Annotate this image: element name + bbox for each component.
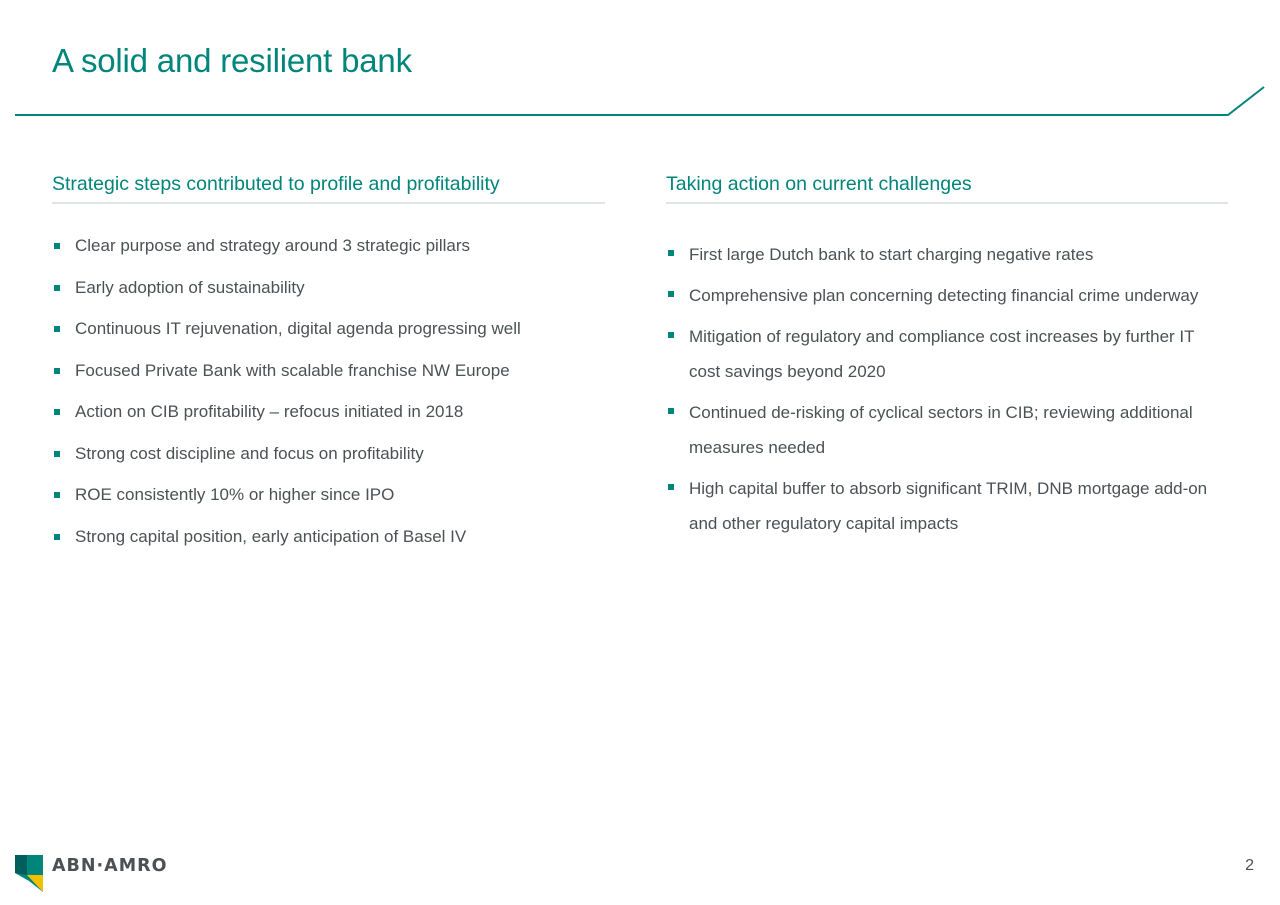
list-item-text: Comprehensive plan concerning detecting financial crime underway <box>689 286 1199 305</box>
list-item <box>666 237 1228 272</box>
right-column-divider <box>666 202 1228 204</box>
list-item <box>666 395 1228 465</box>
list-item <box>666 471 1228 541</box>
left-column-heading: Strategic steps contributed to profile and profitability <box>52 173 500 195</box>
bullet-square-icon <box>668 291 674 297</box>
list-item-text: Clear purpose and strategy around 3 strategic pillars <box>75 236 470 255</box>
bullet-square-icon <box>54 243 60 249</box>
bullet-square-icon <box>54 492 60 498</box>
list-item <box>52 319 605 339</box>
abn-amro-shield-icon <box>15 855 45 892</box>
title-underline <box>0 0 1280 140</box>
list-item <box>666 319 1228 389</box>
bullet-square-icon <box>54 451 60 457</box>
left-column <box>52 170 605 568</box>
list-item-text: Early adoption of sustainability <box>75 277 305 297</box>
list-item <box>52 444 605 464</box>
list-item <box>52 485 605 505</box>
list-item-text: Action on CIB profitability – refocus initiated in 2018 <box>75 402 464 421</box>
right-column-heading: Taking action on current challenges <box>666 173 972 195</box>
right-bullet-list <box>666 237 1228 541</box>
list-item <box>52 361 605 381</box>
bullet-square-icon <box>668 484 674 490</box>
list-item <box>666 278 1228 313</box>
list-item-text: First large Dutch bank to start charging negative rates <box>689 245 1094 264</box>
bullet-square-icon <box>54 285 60 291</box>
right-column <box>666 170 1228 547</box>
bullet-square-icon <box>54 534 60 540</box>
bullet-square-icon <box>668 408 674 414</box>
list-item <box>52 236 605 256</box>
list-item <box>52 402 605 422</box>
list-item <box>52 278 605 298</box>
bullet-square-icon <box>54 326 60 332</box>
left-column-divider <box>52 202 605 204</box>
list-item-text: High capital buffer to absorb significant TRIM, DNB mortgage add-on and other regulatory capital impacts <box>689 479 1208 533</box>
list-item-text: ROE consistently 10% or higher since IPO <box>75 485 395 504</box>
bullet-square-icon <box>668 332 674 338</box>
list-item-text: Strong cost discipline and focus on profitability <box>75 443 424 463</box>
bullet-square-icon <box>54 368 60 374</box>
list-item <box>52 527 605 547</box>
list-item-text: Mitigation of regulatory and compliance cost increases by further IT cost savings beyond 2020 <box>689 327 1195 381</box>
page-title: A solid and resilient bank <box>52 42 412 79</box>
bullet-square-icon <box>668 250 674 256</box>
list-item-text: Continued de-risking of cyclical sectors in CIB; reviewing additional measures needed <box>689 403 1193 457</box>
left-bullet-list <box>52 236 605 547</box>
page-number: 2 <box>1245 857 1254 874</box>
list-item-text: Focused Private Bank with scalable franchise NW Europe <box>75 360 510 380</box>
list-item-text: Strong capital position, early anticipation of Basel IV <box>75 526 467 546</box>
brand-logo-text: ABN·AMRO <box>52 856 168 876</box>
list-item-text: Continuous IT rejuvenation, digital agenda progressing well <box>75 319 521 338</box>
bullet-square-icon <box>54 409 60 415</box>
